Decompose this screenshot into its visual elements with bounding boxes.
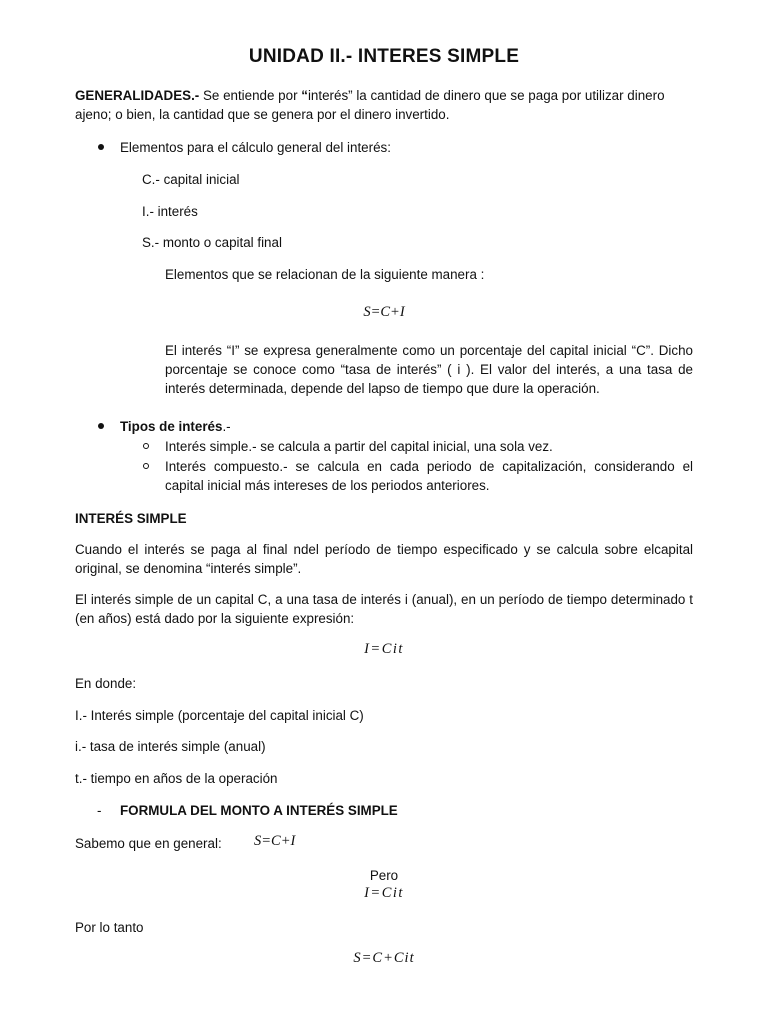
explanation-paragraph: El interés “I” se expresa generalmente como un porcentaje del capital inicial “C”. Dicho porcentaje se conoce como “tasa de interés” ( i ). El valor del interés, a una tasa de interés determinada, depende del lapso de tiempo que dure la operación. [165, 343, 693, 396]
dash-bullet: - [97, 803, 102, 818]
types-heading [120, 417, 231, 436]
pero-formula: I=Cit [364, 885, 404, 901]
intro-label: GENERALIDADES.- [75, 88, 200, 103]
simple-interest-heading: INTERÉS SIMPLE [75, 511, 187, 526]
elements-bullet-text: Elementos para el cálculo general del interés: [120, 140, 391, 155]
intro-text-a: Se entiende por [199, 88, 302, 103]
simple-interest-para-2: El interés simple de un capital C, a una tasa de interés i (anual), en un período de tiempo determinado t (en años) está dado por la siguiente expresión: [75, 592, 693, 626]
bullet-icon [98, 144, 104, 150]
formula-i-cit: I=Cit [364, 641, 404, 657]
definition-tasa: i.- tasa de interés simple (anual) [75, 739, 266, 754]
intro-line-2: ajeno; o bien, la cantidad que se genera por el dinero invertido. [75, 107, 450, 122]
relation-text: Elementos que se relacionan de la siguiente manera : [165, 267, 485, 282]
circle-bullet-icon [143, 463, 149, 469]
types-label: Tipos de interés [120, 419, 223, 434]
element-item-interes: I.- interés [142, 204, 198, 219]
intro-line-1 [75, 86, 693, 105]
general-formula: S=C+I [254, 833, 296, 849]
where-label: En donde: [75, 676, 137, 691]
intro-text-b: interés” la cantidad de dinero que se paga por utilizar dinero [307, 88, 665, 103]
definition-tiempo: t.- tiempo en años de la operación [75, 771, 278, 786]
definition-interes: I.- Interés simple (porcentaje del capital inicial C) [75, 708, 364, 723]
types-label-suffix: .- [222, 419, 231, 434]
element-item-capital: C.- capital inicial [142, 172, 240, 187]
formula-s-c-i: S=C+I [363, 304, 405, 320]
circle-bullet-icon [143, 443, 149, 449]
intro-quote: “ [301, 88, 308, 103]
type-compound: Interés compuesto.- se calcula en cada periodo de capitalización, considerando el capital inicial más intereses de los periodos anteriores. [165, 459, 693, 493]
therefore-label: Por lo tanto [75, 920, 144, 935]
bullet-icon [98, 423, 104, 429]
element-item-monto: S.- monto o capital final [142, 235, 282, 250]
final-formula: S=C+Cit [353, 950, 415, 966]
general-text: Sabemo que en general: [75, 836, 222, 851]
page-title: UNIDAD II.- INTERES SIMPLE [248, 46, 520, 67]
simple-interest-para-1: Cuando el interés se paga al final ndel período de tiempo especificado y se calcula sobre elcapital original, se denomina “interés simple”. [75, 542, 693, 576]
type-simple: Interés simple.- se calcula a partir del capital inicial, una sola vez. [165, 439, 553, 454]
pero-label: Pero [369, 868, 399, 883]
monto-heading: FORMULA DEL MONTO A INTERÉS SIMPLE [120, 803, 398, 818]
